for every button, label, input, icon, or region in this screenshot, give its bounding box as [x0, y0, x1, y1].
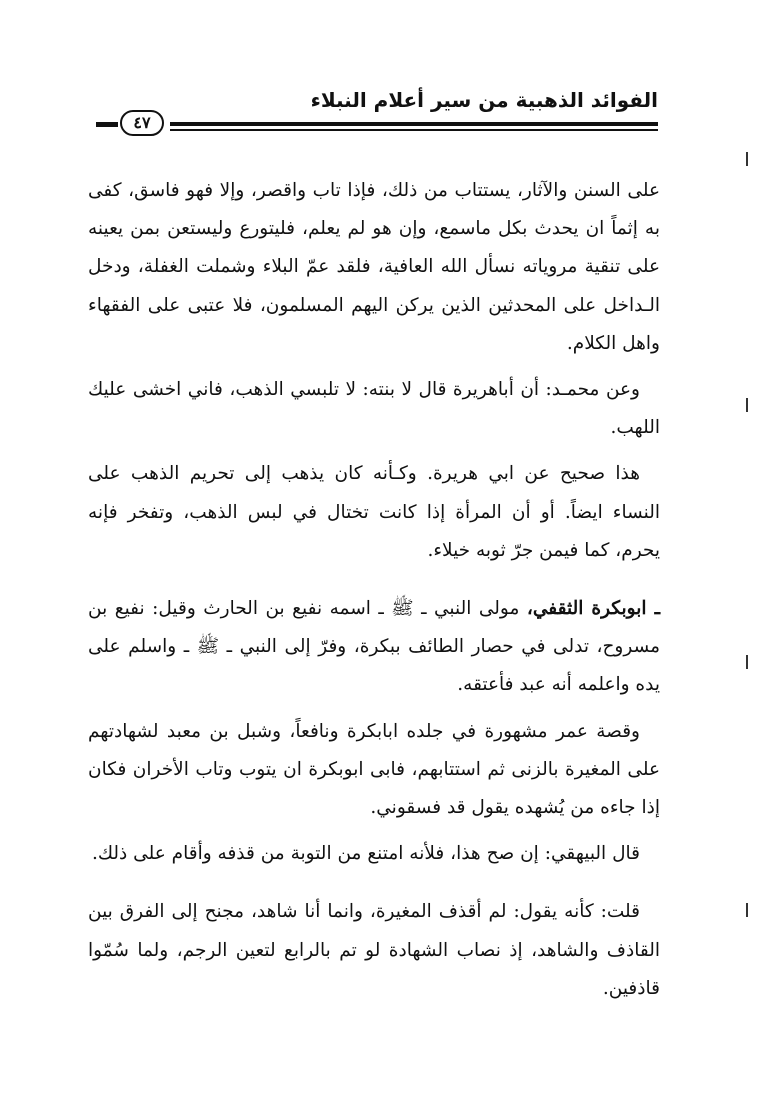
paragraph: وقصة عمر مشهورة في جلده ابابكرة ونافعاً، وشبل بن معبد لشهادتهم على المغيرة بالزنى ثم استتابهم، فابى ابوبكرة ان يتوب وتاب الأخران فكان إذا جاءه من يُشهده يقول قد فسقوني. — [88, 720, 660, 819]
scan-edge-mark — [746, 398, 748, 412]
entry-name: ـ ابوبكرة الثقفي، — [526, 598, 660, 620]
running-title: الفوائد الذهبية من سير أعلام النبلاء — [310, 88, 658, 112]
paragraph: قلت: كأنه يقول: لم أقذف المغيرة، وانما أنا شاهد، مجنح إلى الفرق بين القاذف والشاهد، إذ نصاب الشهادة لو تم بالرابع لتعين الرجم، ولما سُمّوا قاذفين. — [88, 901, 660, 999]
body-text — [88, 172, 660, 1008]
paragraph: وعن محمـد: أن أباهريرة قال لا بنته: لا تلبسي الذهب، فاني اخشى عليك اللهب. — [88, 379, 660, 439]
paragraph: على السنن والآثار، يستتاب من ذلك، فإذا تاب واقصر، وإلا فهو فاسق، كفى به إثماً ان يحدث بكل ماسمع، وإن هو لم يعلم، فليتورع وليستعن بمن يعينه على تنقية مروياته نسأل الله العافية، فلقد عمّ البلاء وشملت الغفلة، ودخل الـداخل على المحدثين الذين يركن اليهم المسلمون، فلا عتبى على الفقهاء واهل الكلام. — [88, 180, 660, 354]
scan-edge-mark — [746, 152, 748, 166]
entry-text: مولى النبي ـ ﷺ ـ اسمه نفيع بن الحارث وقيل: نفيع بن مسروح، تدلى في حصار الطائف ببكرة، وفرّ إلى النبي ـ ﷺ ـ واسلم على يده واعلمه أنه عبد فأعتقه. — [88, 598, 660, 696]
paragraph: قال البيهقي: إن صح هذا، فلأنه امتنع من التوبة من قذفه وأقام على ذلك. — [91, 843, 640, 865]
page-header — [88, 88, 658, 143]
header-rule-thick — [170, 122, 658, 126]
scan-edge-mark — [746, 655, 748, 669]
page-number-dash — [96, 122, 118, 127]
paragraph: هذا صحيح عن ابي هريرة. وكـأنه كان يذهب إلى تحريم الذهب على النساء ايضاً. أو أن المرأة إذا كانت تختال في لبس الذهب، وتفخر فإنه يحرم، كما فيمن جرّ ثوبه خيلاء. — [88, 463, 660, 561]
header-rule-thin — [170, 129, 658, 131]
page-number: ٤٧ — [120, 110, 164, 136]
scan-edge-mark — [746, 903, 748, 917]
biography-entry — [88, 590, 660, 705]
